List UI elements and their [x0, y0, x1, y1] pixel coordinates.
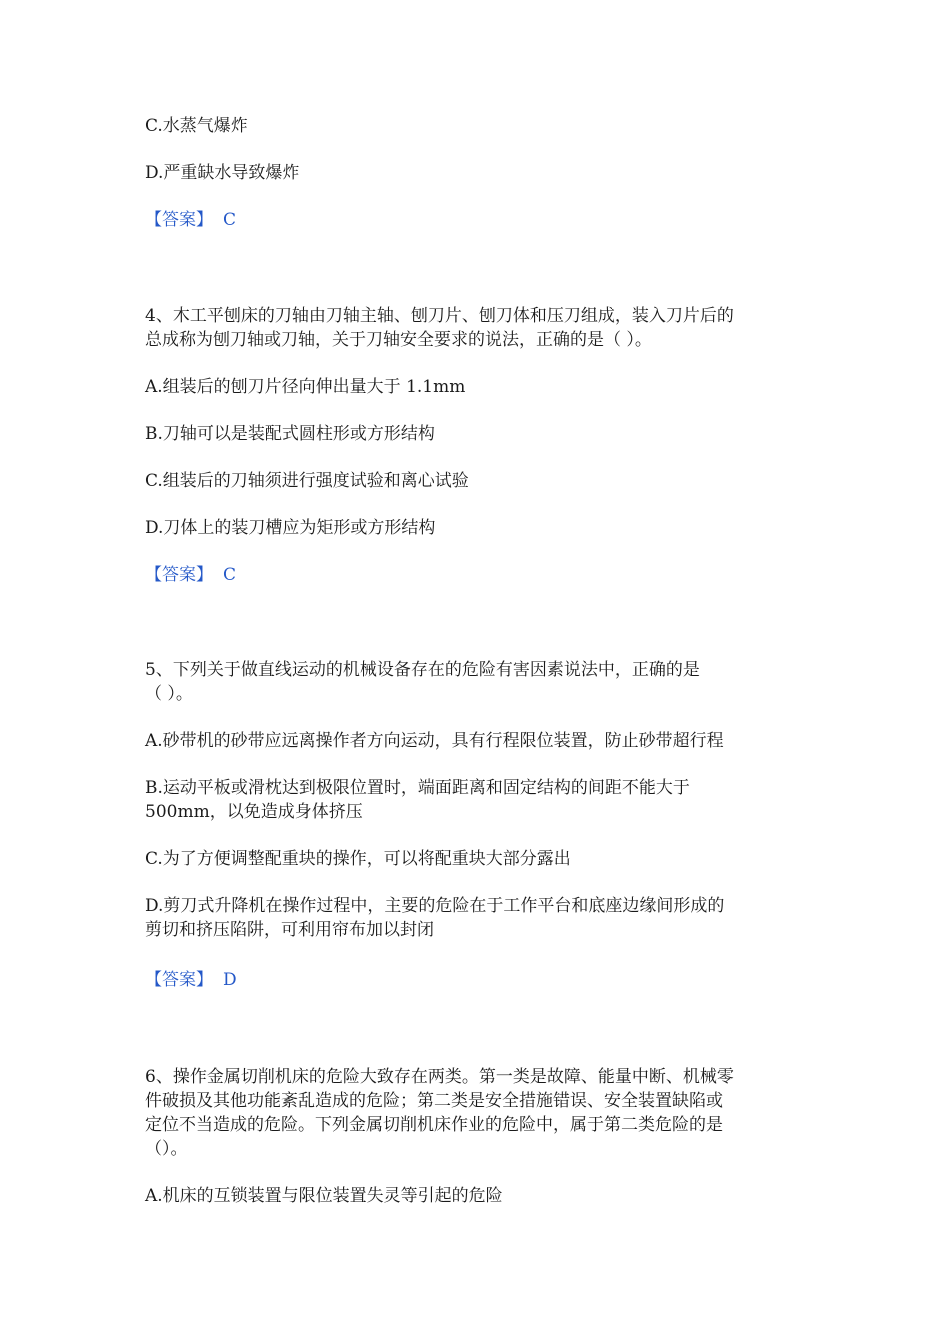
answer-row	[145, 968, 237, 992]
question-stem: （ ）。	[145, 684, 193, 704]
answer-value: C	[223, 565, 237, 585]
answer-value: C	[223, 210, 237, 230]
option-c: C.组装后的刀轴须进行强度试验和离心试验	[145, 471, 469, 491]
option-d: D.剪刀式升降机在操作过程中，主要的危险在于工作平台和底座边缘间形成的	[145, 896, 725, 916]
question-stem: 件破损及其他功能紊乱造成的危险；第二类是安全措施错误、安全装置缺陷或	[145, 1091, 723, 1111]
option-c: C.为了方便调整配重块的操作，可以将配重块大部分露出	[145, 849, 571, 869]
answer-label: 【答案】	[145, 970, 213, 990]
option-d: D.刀体上的装刀槽应为矩形或方形结构	[145, 518, 436, 538]
question-stem: 4、木工平刨床的刀轴由刀轴主轴、刨刀片、刨刀体和压刀组成，装入刀片后的	[145, 306, 734, 326]
answer-label: 【答案】	[145, 565, 213, 585]
answer-label: 【答案】	[145, 210, 213, 230]
option-b: B.刀轴可以是装配式圆柱形或方形结构	[145, 424, 435, 444]
option-a: A.组装后的刨刀片径向伸出量大于 1.1mm	[145, 377, 466, 397]
question-stem: 5、下列关于做直线运动的机械设备存在的危险有害因素说法中，正确的是	[145, 660, 700, 680]
option-b: B.运动平板或滑枕达到极限位置时，端面距离和固定结构的间距不能大于	[145, 778, 690, 798]
option-c: C.水蒸气爆炸	[145, 116, 248, 136]
option-a: A.砂带机的砂带应远离操作者方向运动，具有行程限位装置，防止砂带超行程	[145, 731, 724, 751]
answer-row	[145, 208, 236, 232]
option-b: 500mm，以免造成身体挤压	[145, 802, 363, 822]
option-d: 剪切和挤压陷阱，可利用帘布加以封闭	[145, 920, 434, 940]
question-stem: 定位不当造成的危险。下列金属切削机床作业的危险中，属于第二类危险的是	[145, 1115, 723, 1135]
option-d: D.严重缺水导致爆炸	[145, 163, 300, 183]
question-stem: 总成称为刨刀轴或刀轴，关于刀轴安全要求的说法，正确的是（ ）。	[145, 330, 652, 350]
question-stem: （）。	[145, 1139, 188, 1159]
option-a: A.机床的互锁装置与限位装置失灵等引起的危险	[145, 1186, 503, 1206]
answer-value: D	[223, 970, 237, 990]
answer-row	[145, 563, 236, 587]
question-stem: 6、操作金属切削机床的危险大致存在两类。第一类是故障、能量中断、机械零	[145, 1067, 734, 1087]
